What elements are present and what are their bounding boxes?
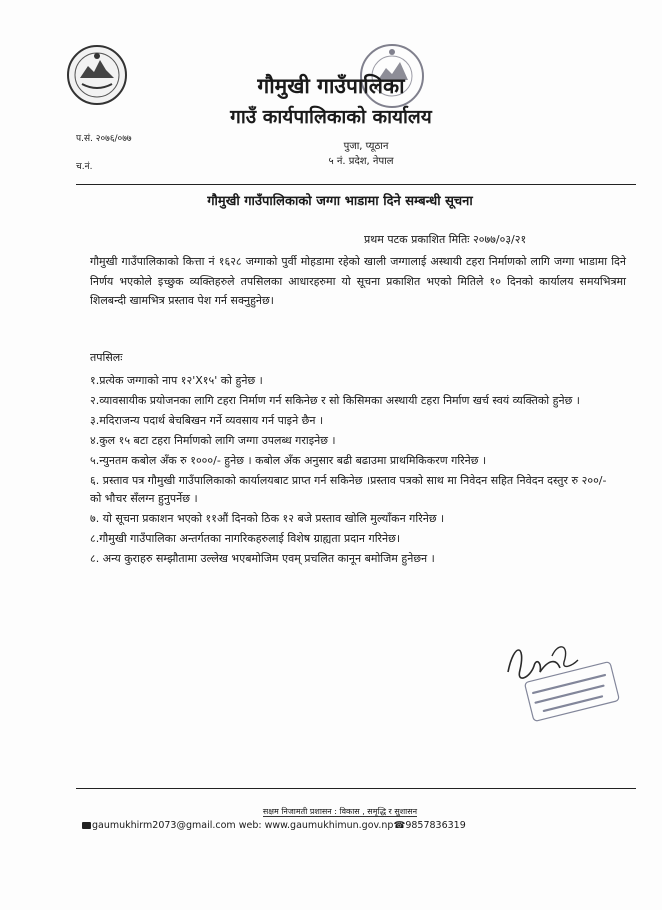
list-item: ४.कुल १५ बटा टहरा निर्माणको लागि जग्गा उपलब्ध गराइनेछ । <box>90 434 336 447</box>
address-line-2: ५ नं. प्रदेश, नेपाल <box>328 156 394 167</box>
phone-number: 9857836319 <box>405 820 466 831</box>
dispatch-number: च.नं. <box>76 162 93 172</box>
details-list <box>90 372 610 570</box>
email-link[interactable]: gaumukhirm2073@gmail.com <box>92 820 236 831</box>
list-item: ७. यो सूचना प्रकाशन भएको ११औं दिनको ठिक १२ बजे प्रस्ताव खोलि मुल्याँकन गरिनेछ । <box>90 512 445 525</box>
website-link[interactable]: web: www.gaumukhimun.gov.np <box>238 820 394 831</box>
list-item: ५.न्युनतम कबोल अँक रु १०००/- हुनेछ । कबोल अँक अनुसार बढी बढाउमा प्राथमिकिकरण गरिनेछ । <box>90 454 487 467</box>
notice-body: गौमुखी गाउँपालिकाको कित्ता नं १६२८ जग्गाको पुर्वी मोहडामा रहेको खाली जग्गालाई अस्थायी टहरा निर्माणको लागि जग्गा भाडामा दिने निर्णय भएकोले इच्छुक व्यक्तिहरुले तपसिलका आधारहरुमा यो सूचना प्रकाशित भएको मितिले १० दिनको कार्यालय समयभित्रमा शिलबन्दी खामभित्र प्रस्ताव पेश गर्न सक्नुहुनेछ। <box>90 255 626 307</box>
footer-motto: सक्षम निजामती प्रशासन : विकास , समृद्धि र सुशासन <box>262 807 418 816</box>
header-divider <box>76 184 636 185</box>
signature-stamp <box>500 632 620 722</box>
municipality-title: गौमुखी गाउँपालिका <box>257 74 405 98</box>
reference-number: प.सं. २०७६/०७७ <box>76 134 132 144</box>
address-line-1: पुजा, प्यूठान <box>343 141 389 152</box>
notice-subject: गौमुखी गाउँपालिकाको जग्गा भाडामा दिने सम्बन्धी सूचना <box>207 194 473 209</box>
list-item: २.व्यावसायीक प्रयोजनका लागि टहरा निर्माण गर्न सकिनेछ र सो किसिमका अस्थायी टहरा निर्माण खर्च स्वयं व्यक्तिको हुनेछ । <box>90 394 580 407</box>
mail-icon <box>82 822 91 829</box>
contact-line <box>82 820 466 831</box>
list-item: १.प्रत्येक जग्गाको नाप १२'X१५' को हुनेछ । <box>90 374 263 387</box>
list-item: ८. अन्य कुराहरु सम्झौतामा उल्लेख भएबमोजिम एवम् प्रचलित कानून बमोजिम हुनेछन । <box>90 552 435 565</box>
list-item: ८.गौमुखी गाउँपालिका अन्तर्गतका नागरिकहरुलाई विशेष ग्राह्यता प्रदान गरिनेछ। <box>90 532 401 545</box>
phone-icon: ☎ <box>393 820 406 831</box>
list-item: ६. प्रस्ताव पत्र गौमुखी गाउँपालिकाको कार्यालयबाट प्राप्त गर्न सकिनेछ ।प्रस्ताव पत्रको साथ मा निवेदन सहित निवेदन दस्तुर रु २००/- को भौचर सँलग्न हुनुपर्नेछ । <box>90 474 607 505</box>
publish-date: प्रथम पटक प्रकाशित मितिः २०७७/०३/२१ <box>364 233 527 246</box>
office-title: गाउँ कार्यपालिकाको कार्यालय <box>230 106 432 128</box>
details-heading: तपसिलः <box>90 351 123 364</box>
list-item: ३.मदिराजन्य पदार्थ बेचबिखन गर्ने व्यवसाय गर्न पाइने छैन । <box>90 414 324 427</box>
footer-divider <box>76 788 636 789</box>
